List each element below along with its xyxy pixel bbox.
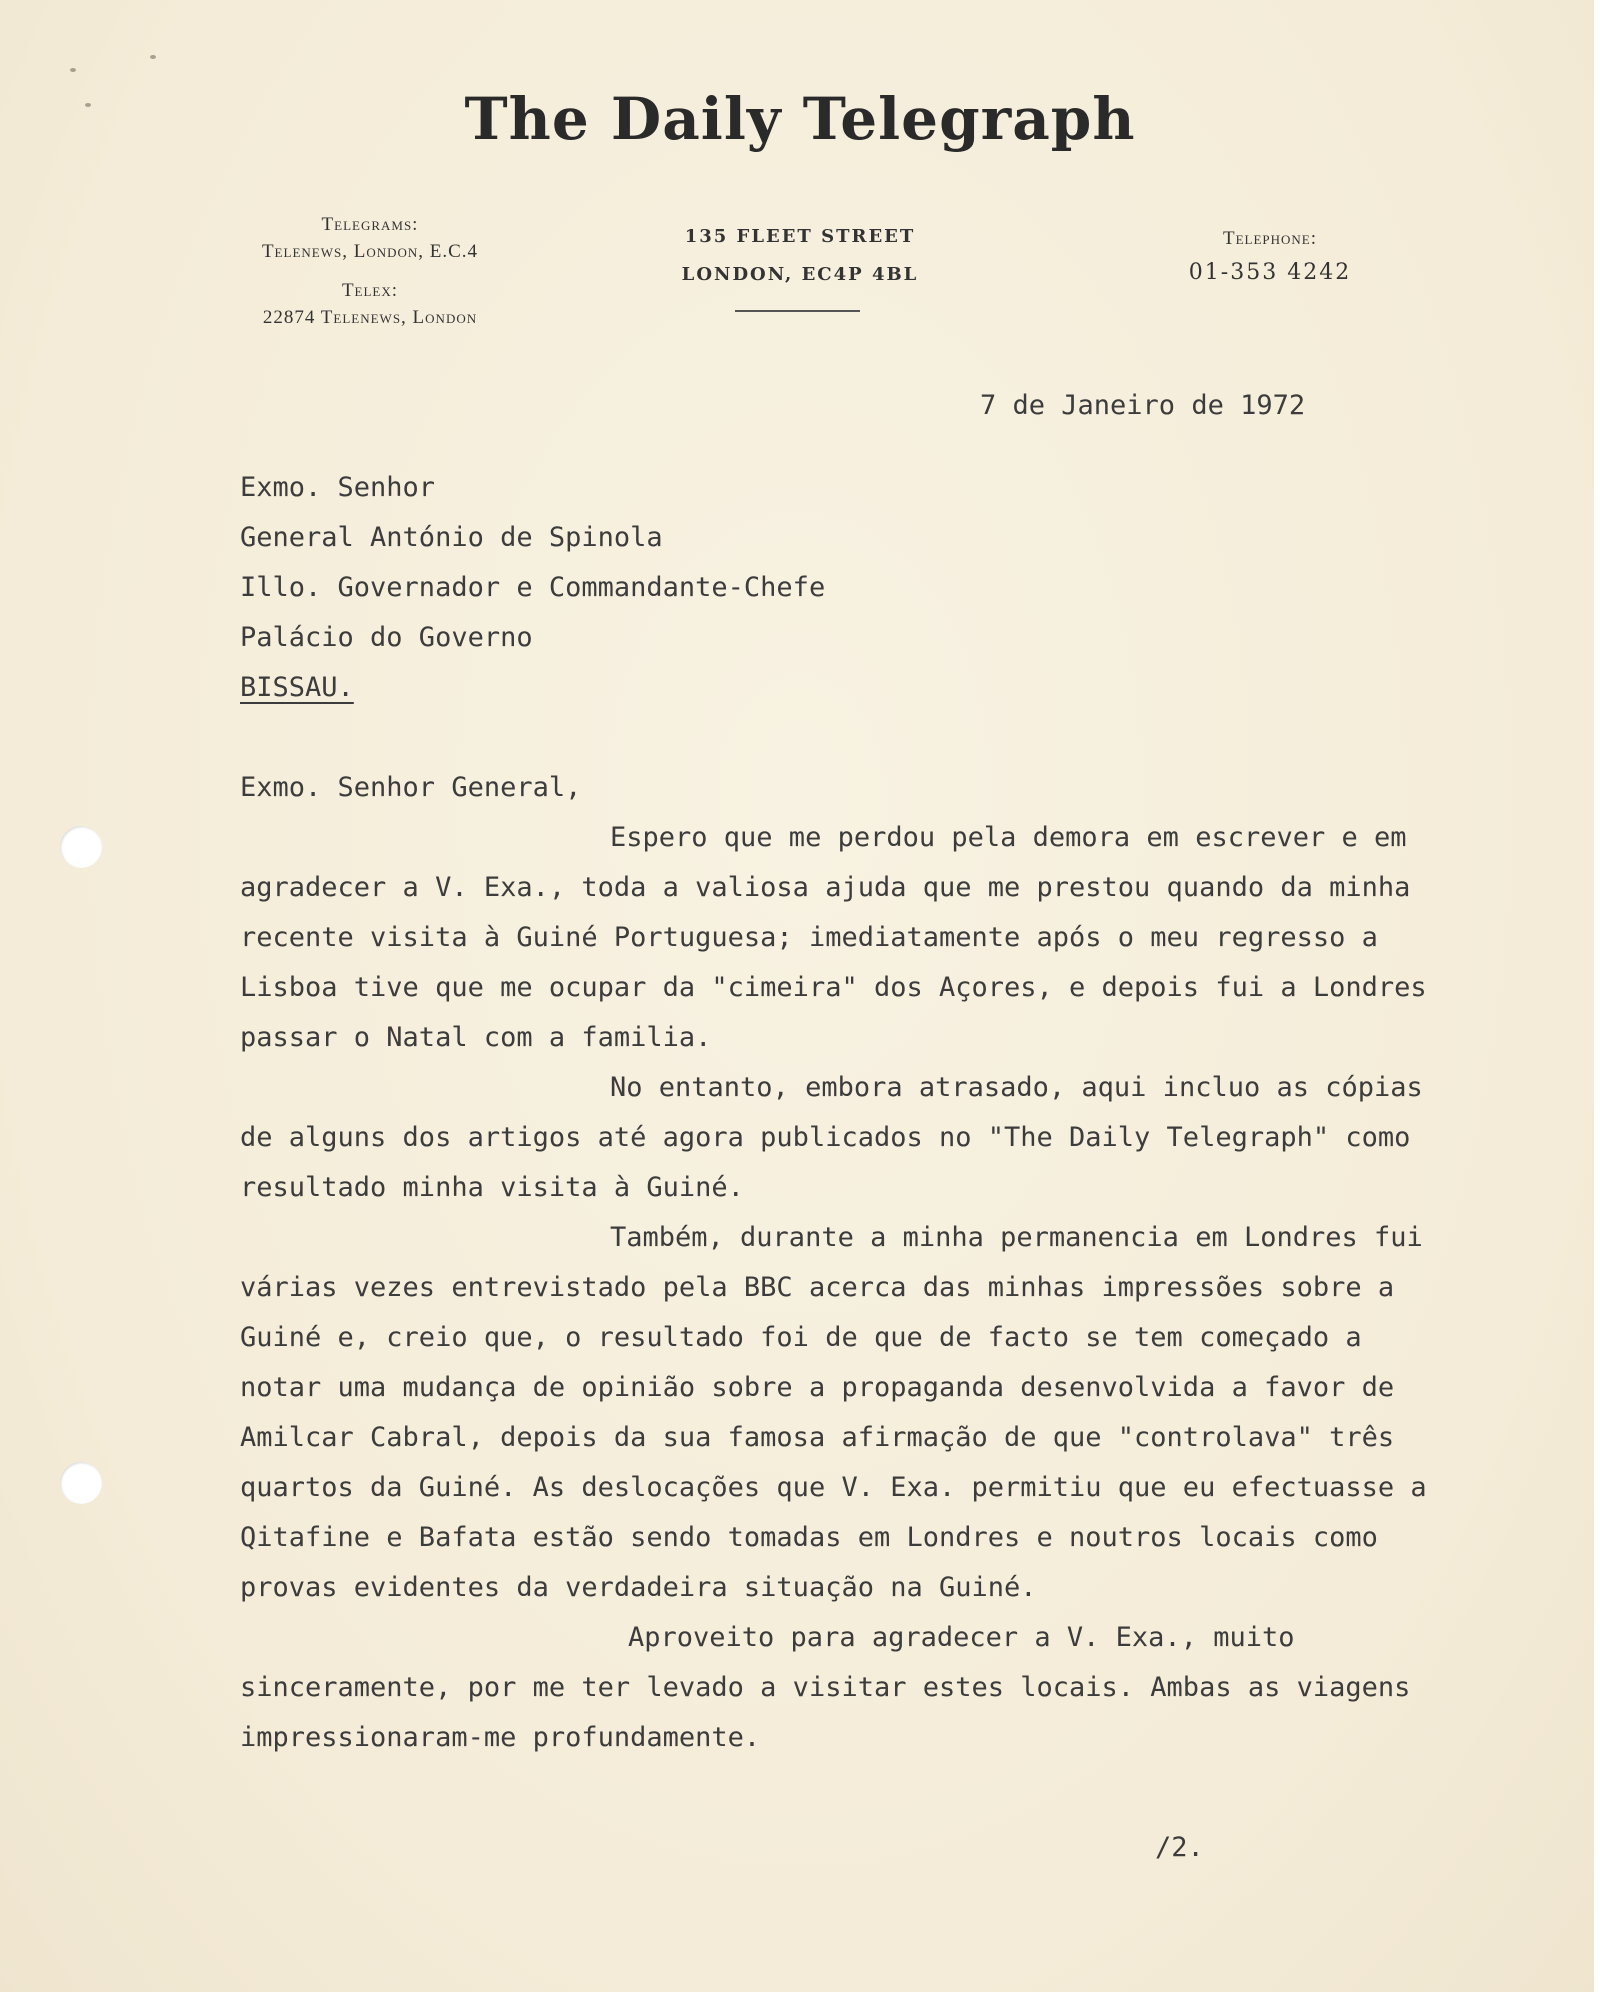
body-line: agradecer a V. Exa., toda a valiosa ajuda que me prestou quando da minha bbox=[240, 872, 1411, 903]
page-continuation-marker: /2. bbox=[1155, 1832, 1204, 1863]
newspaper-masthead: The Daily Telegraph bbox=[464, 85, 1136, 153]
recipient-line: Palácio do Governo bbox=[240, 622, 533, 653]
body-line: notar uma mudança de opinião sobre a propaganda desenvolvida a favor de bbox=[240, 1372, 1395, 1403]
telephone-value: 01-353 4242 bbox=[1188, 260, 1352, 285]
telegrams-value: Telenews, London, E.C.4 bbox=[261, 241, 479, 262]
punch-hole-top bbox=[60, 826, 102, 868]
body-line: Amilcar Cabral, depois da sua famosa afirmação de que "controlava" três bbox=[240, 1422, 1395, 1453]
body-line: No entanto, embora atrasado, aqui incluo as cópias bbox=[610, 1072, 1423, 1103]
page-edge-right bbox=[1594, 0, 1600, 2000]
address-divider bbox=[735, 310, 860, 312]
recipient-line: Illo. Governador e Commandante-Chefe bbox=[240, 572, 826, 603]
body-line: de alguns dos artigos até agora publicados no "The Daily Telegraph" como bbox=[240, 1122, 1411, 1153]
punch-hole-bottom bbox=[60, 1462, 102, 1504]
body-line: Qitafine e Bafata estão sendo tomadas em Londres e noutros locais como bbox=[240, 1522, 1378, 1553]
page-edge-bottom bbox=[0, 1992, 1600, 2000]
body-line: Espero que me perdou pela demora em escrever e em bbox=[610, 822, 1407, 853]
recipient-line: Exmo. Senhor bbox=[240, 472, 436, 503]
telephone-label: Telephone: bbox=[1222, 228, 1318, 249]
body-line: Aproveito para agradecer a V. Exa., muito bbox=[628, 1622, 1295, 1653]
body-line: sinceramente, por me ter levado a visitar estes locais. Ambas as viagens bbox=[240, 1672, 1411, 1703]
telegrams-label: Telegrams: bbox=[321, 214, 419, 235]
body-line: provas evidentes da verdadeira situação na Guiné. bbox=[240, 1572, 1037, 1603]
address-line-1: 135 FLEET STREET bbox=[684, 226, 916, 247]
address-line-2: LONDON, EC4P 4BL bbox=[681, 264, 919, 285]
body-line: resultado minha visita à Guiné. bbox=[240, 1172, 744, 1203]
paper-blemish bbox=[70, 68, 76, 72]
body-line: Lisboa tive que me ocupar da "cimeira" dos Açores, e depois fui a Londres bbox=[240, 972, 1427, 1003]
body-line: quartos da Guiné. As deslocações que V. Exa. permitiu que eu efectuasse a bbox=[240, 1472, 1427, 1503]
body-line: passar o Natal com a familia. bbox=[240, 1022, 712, 1053]
salutation: Exmo. Senhor General, bbox=[240, 772, 582, 803]
body-line: impressionaram-me profundamente. bbox=[240, 1722, 761, 1753]
recipient-line: General António de Spinola bbox=[240, 522, 663, 553]
telex-value: 22874 Telenews, London bbox=[262, 307, 478, 328]
body-line: recente visita à Guiné Portuguesa; imediatamente após o meu regresso a bbox=[240, 922, 1378, 953]
paper-blemish bbox=[150, 55, 156, 59]
body-line: várias vezes entrevistado pela BBC acerca das minhas impressões sobre a bbox=[240, 1272, 1395, 1303]
body-line: Guiné e, creio que, o resultado foi de que de facto se tem começado a bbox=[240, 1322, 1362, 1353]
telex-label: Telex: bbox=[341, 280, 399, 301]
body-line: Também, durante a minha permanencia em Londres fui bbox=[610, 1222, 1423, 1253]
letter-date: 7 de Janeiro de 1972 bbox=[980, 390, 1306, 421]
recipient-city: BISSAU. bbox=[240, 672, 354, 703]
